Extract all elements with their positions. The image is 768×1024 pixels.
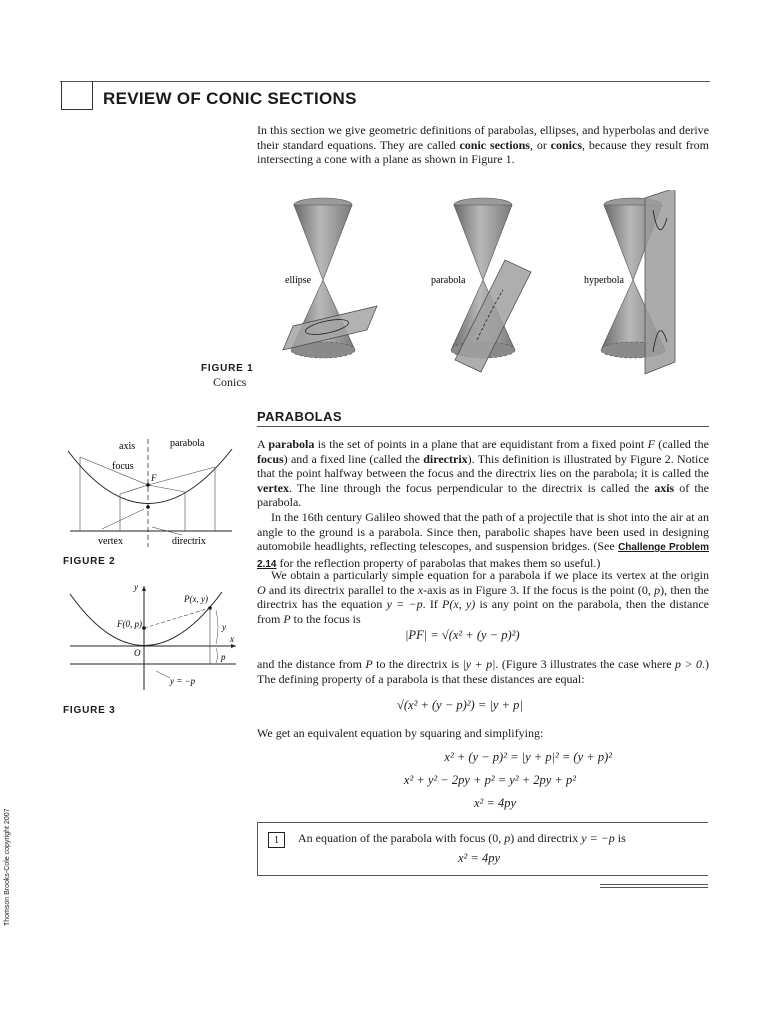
fig2-axis-label: axis (119, 441, 136, 452)
hyperbola-label: hyperbola (584, 275, 624, 286)
copyright-sidebar (2, 808, 16, 928)
fig2-focus-label: focus (112, 461, 134, 472)
box-t1: An equation of the parabola with focus (0, (298, 831, 505, 845)
figure3-parabola-coordinates (60, 580, 240, 692)
box-t3: is (614, 831, 626, 845)
p3-t7: to the focus is (290, 611, 361, 626)
fig3-x-axis-label: x (230, 634, 234, 644)
p3-e1: y = −p (386, 597, 423, 612)
header-box (61, 81, 93, 110)
p1-t7: of the parabola. (257, 480, 709, 510)
p1-b1: parabola (268, 437, 315, 451)
fig2-parabola-label: parabola (170, 438, 205, 449)
galileo-paragraph (257, 510, 709, 572)
intro-text-3: , because they result from intersecting a cone with a plane as shown in Figure 1. (257, 137, 710, 167)
result-statement (298, 831, 698, 846)
intro-text-1: In this section we give geometric definitions of parabolas, ellipses, and hyperbolas and derive their standard equations. They are called (257, 123, 709, 152)
figure2-label: FIGURE 2 (63, 556, 116, 567)
fig3-P-label: P(x, y) (184, 594, 208, 604)
equation-number: 1 (268, 832, 285, 848)
box-v1: p (504, 831, 511, 845)
fig3-p-distance-label: p (221, 652, 226, 662)
p1-b5: axis (654, 480, 675, 495)
figure2-parabola-definition (60, 437, 240, 547)
p1-t2: is the set of points in a plane that are equidistant from a fixed point (314, 437, 648, 451)
p1-t4: ) and a fixed line (called the (283, 451, 424, 466)
fig3-origin-label: O (134, 648, 141, 658)
result-box (257, 822, 708, 876)
p4-e2: p > 0 (675, 657, 702, 671)
p3-v2: x (417, 582, 424, 597)
header-rule (60, 81, 710, 82)
ellipse-label: ellipse (285, 275, 312, 286)
p2-t1: In the 16th century Galileo showed that the path of a projectile that is shot into the air at an angle to the ground is a parabola. Since then, parabolic shapes have been used in designing automobile headlights, reflecting telescopes, and suspension bridges. (See (257, 510, 709, 554)
p4-t1: and the distance from (257, 657, 366, 671)
equation-step-1: x² + (y − p)² = |y + p|² = (y + p)² (444, 750, 612, 764)
page-title: REVIEW OF CONIC SECTIONS (103, 89, 357, 108)
fig3-y-axis-label: y (134, 582, 138, 592)
intro-bold-2: conics (550, 137, 583, 152)
p1-b2: focus (257, 451, 284, 466)
fig2-F-label: F (151, 473, 157, 483)
figure1-conics (255, 190, 715, 380)
p1-t6: . The line through the focus perpendicular to the directrix is called the (288, 480, 655, 495)
p3-v4: P (283, 611, 291, 626)
p3-v1: O (257, 582, 266, 597)
p3-t3: -axis as in Figure 3. If the focus is the point (0, (423, 582, 655, 597)
fig3-directrix-label: y = −p (170, 676, 196, 686)
p4-t4: .) The defining property of a parabola is that these distances are equal: (257, 657, 709, 686)
p1-b4: vertex (257, 480, 289, 495)
fig2-directrix-label: directrix (172, 536, 206, 547)
p1-v1: F (647, 437, 655, 451)
p1-b3: directrix (423, 451, 468, 466)
p3-t6: is any point on the parabola, then the distance from (257, 597, 709, 626)
box-e1: y = −p (581, 831, 615, 845)
distance-paragraph (257, 657, 709, 686)
intro-text-2: , or (529, 137, 551, 152)
box-under-rule-2 (600, 887, 708, 888)
fig2-vertex-label: vertex (98, 536, 123, 547)
result-equation: x² = 4py (458, 851, 501, 865)
challenge-problem-link[interactable]: Challenge Problem 2.14 (257, 542, 709, 570)
p3-e2: P(x, y) (442, 597, 476, 612)
parabola-label: parabola (431, 275, 466, 286)
parabola-definition-paragraph (257, 437, 709, 510)
intro-bold-1: conic sections (459, 137, 530, 152)
equation-pf: |PF| = √(x² + (y − p)²) (405, 628, 520, 642)
equation-equal-distances: √(x² + (y − p)²) = |y + p| (397, 698, 523, 712)
figure1-caption: Conics (213, 375, 247, 389)
equation-setup-paragraph (257, 568, 709, 626)
p3-v3: p (654, 582, 661, 597)
p1-t1: A (257, 437, 269, 451)
intro-paragraph (257, 123, 709, 167)
box-t2: ) and directrix (510, 831, 582, 845)
section-heading-parabolas: PARABOLAS (257, 409, 342, 424)
p3-t2: and its directrix parallel to the (265, 582, 418, 597)
p4-v1: P (365, 657, 373, 671)
p1-t5: ). This definition is illustrated by Figure 2. Notice that the point halfway between the focus and the directrix lies on the parabola; it is called the (257, 451, 709, 481)
p2-t2: for the reflection property of parabolas that makes them so useful.) (276, 555, 601, 570)
p3-t1: We obtain a particularly simple equation for a parabola if we place its vertex at the origin (271, 568, 709, 582)
p4-t3: . (Figure 3 illustrates the case where (495, 657, 676, 671)
p3-t4: ), then the directrix has the equation (257, 582, 709, 612)
fig3-F-label: F(0, p) (117, 619, 142, 629)
section-rule (257, 426, 709, 427)
figure1-label: FIGURE 1 (201, 363, 254, 374)
p4-e1: |y + p| (462, 657, 496, 671)
fig3-y-distance-label: y (222, 622, 226, 632)
p4-t2: to the directrix is (372, 657, 463, 671)
equation-step-3: x² = 4py (473, 796, 516, 810)
box-under-rule (600, 884, 708, 885)
squaring-paragraph: We get an equivalent equation by squaring and simplifying: (257, 726, 544, 740)
figure3-label: FIGURE 3 (63, 705, 116, 716)
p1-t3: (called the (654, 437, 709, 451)
p3-t5: . If (422, 597, 443, 612)
equation-step-2: x² + y² − 2py + p² = y² + 2py + p² (403, 773, 576, 787)
copyright-text: Thomson Brooks-Cole copyright 2007 (4, 808, 11, 926)
